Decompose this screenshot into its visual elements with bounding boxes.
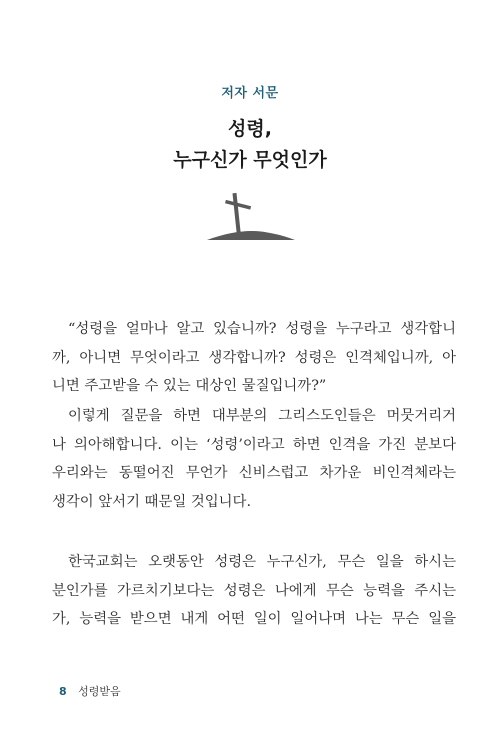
page-title-line-1: 성령, bbox=[228, 118, 272, 140]
paragraph-line: 분인가를 가르치기보다는 성령은 나에게 무슨 능력을 주시는 bbox=[52, 582, 456, 599]
hill-shape bbox=[207, 231, 295, 240]
paragraph-line: 우리와는 동떨어진 무언가 신비스럽고 차가운 비인격체라는 bbox=[52, 465, 456, 482]
paragraph-line: 이렇게 질문을 하면 대부분의 그리스도인들은 머뭇거리거 bbox=[68, 408, 456, 424]
section-label: 저자 서문 bbox=[221, 86, 279, 101]
book-title: 성령받음 bbox=[78, 685, 121, 698]
paragraph-line: 까, 아니면 무엇이라고 생각합니까? 성령은 인격체입니까, 아 bbox=[52, 349, 456, 366]
cross-on-hill-icon bbox=[205, 187, 297, 243]
paragraph-line: 가, 능력을 받으면 내게 어떤 일이 일어나며 나는 무슨 일을 bbox=[52, 611, 456, 628]
page-number: 8 bbox=[59, 685, 67, 698]
paragraph-line: “성령을 얼마나 알고 있습니까? 성령을 누구라고 생각합니 bbox=[68, 321, 456, 337]
paragraph-line: 니면 주고받을 수 있는 대상인 물질입니까?” bbox=[52, 378, 327, 395]
paragraph-line: 생각이 앞서기 때문일 것입니다. bbox=[52, 494, 252, 511]
body-paragraph-3 bbox=[52, 548, 456, 634]
page-footer bbox=[59, 683, 121, 699]
cross-vertical bbox=[233, 193, 241, 235]
paragraph-line: 나 의아해합니다. 이는 ‘성령’이라고 하면 인격을 가진 분보다 bbox=[52, 436, 456, 453]
page-title-line-2: 누구신가 무엇인가 bbox=[173, 149, 327, 171]
paragraph-line: 한국교회는 오랫동안 성령은 누구신가, 무슨 일을 하시는 bbox=[68, 554, 456, 570]
body-paragraph-2 bbox=[52, 402, 456, 517]
body-paragraph-1 bbox=[52, 315, 456, 401]
